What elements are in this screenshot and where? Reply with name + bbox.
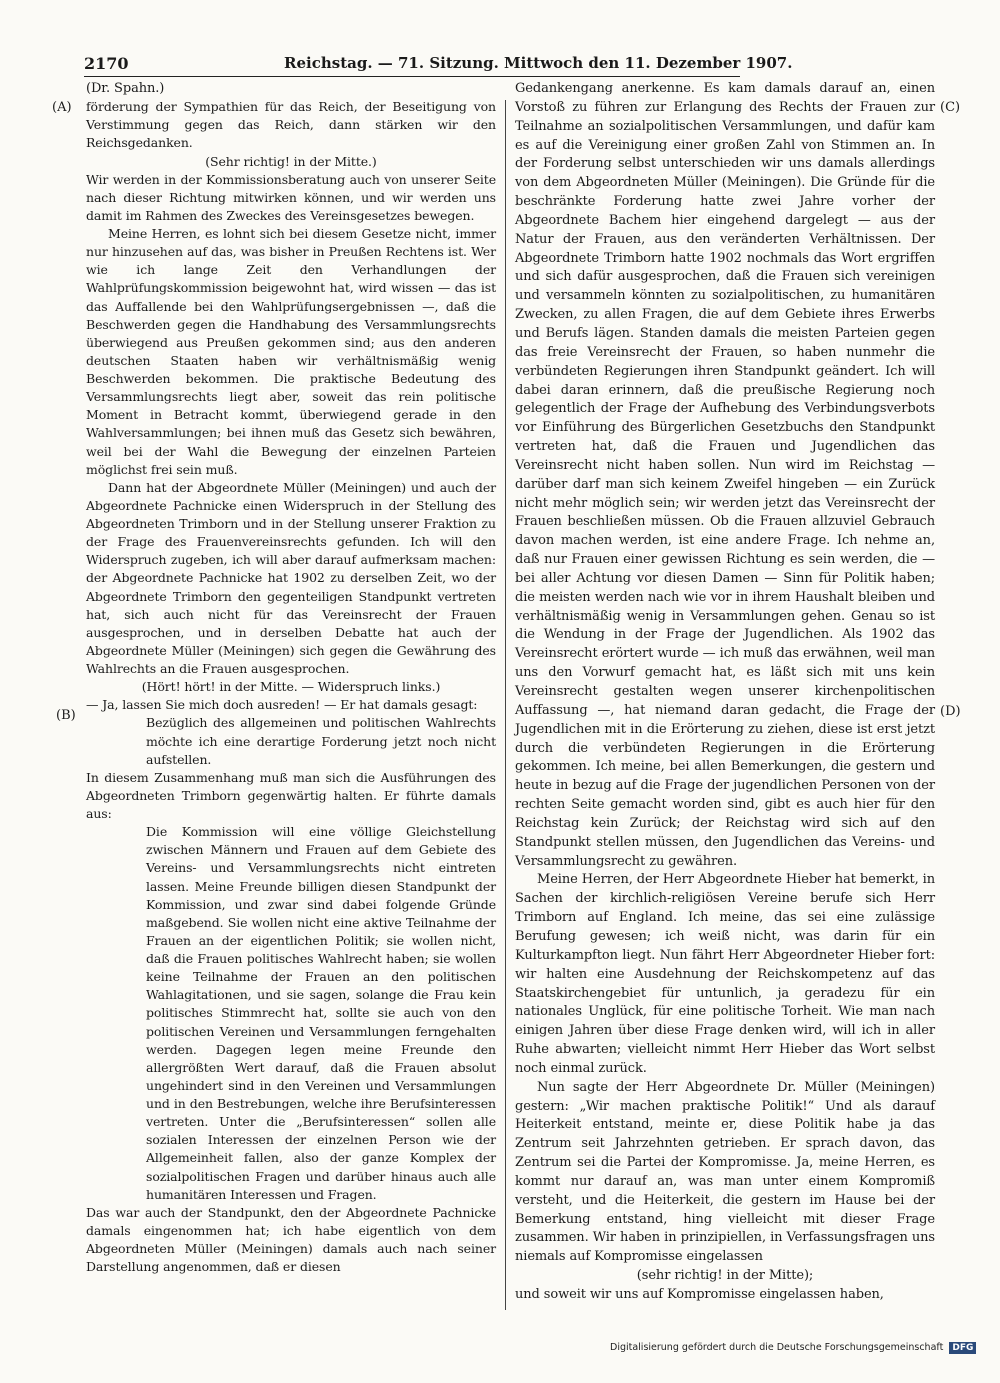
interjection: (Hört! hört! in der Mitte. — Widerspruch links.)	[141, 679, 441, 695]
paragraph: Gedankengang anerkenne. Es kam damals darauf an, einen Vorstoß zu führen zur Erlangung des Rechts der Frauen zur Teilnahme an sozialpolitischen Versammlungen, und dafür kam es auf die Vereinigung einer großen Zahl von Stimmen an. In der Forderung selbst unterschieden wir uns damals allerdings von dem Abgeordneten Müller (Meiningen). Die Gründe für die beschränkte Forderung hatte zwei Jahre vorher der Abgeordnete Bachem hier eingehend dargelegt — aus der Natur der Frauen, aus den veränderten Verhältnissen. Der Abgeordnete Trimborn hatte 1902 nochmals das Wort ergriffen und sich dafür ausgesprochen, daß die Frauen sich vereinigen und versammeln könnten zu sozialpolitischen, zu humanitären Zwecken, zu allen Fragen, die auf dem Gebiete ihres Erwerbs und Berufs lägen. Standen damals die meisten Parteien gegen das freie Vereinsrecht der Frauen, so haben nunmehr die verbündeten Regierungen ihren Standpunkt geändert. Ich will dabei daran erinnern, daß die preußische Regierung noch gelegentlich der Frage der Aufhebung des Verbindungsverbots vor Einführung des Bürgerlichen Gesetzbuchs den Standpunkt vertreten hat, daß die Frauen und Jugendlichen das Vereinsrecht nicht haben sollen. Nun wird im Reichstag — darüber darf man sich keinem Zweifel hingeben — ein Zurück nicht mehr möglich sein; wir werden jetzt das Vereinsrecht der Frauen beschließen müssen. Ob die Frauen allzuviel Gebrauch davon machen werden, ist eine andere Frage. Ich nehme an, daß nur Frauen einer gewissen Richtung es sein werden, die — bei aller Achtung vor diesen Damen — Sinn für Politik haben; die meisten werden nach wie vor in ihrem Haushalt bleiben und verhältnismäßig wenig in Versammlungen gehen. Genau so ist die Wendung in der Frage der Jugendlichen. Als 1902 das Vereinsrecht erörtert wurde — ich muß das erwähnen, weil man uns den Vorwurf gemacht hat, es läßt sich mit uns kein Vereinsrecht gestalten wegen unserer kirchenpolitischen Auffassung —, hat niemand daran gedacht, die Frage der Jugendlichen mit in die Erörterung zu ziehen, diese ist erst jetzt durch die verbündeten Regierungen in die Erörterung gekommen. Ich meine, bei allen Bemerkungen, die gestern und heute in bezug auf die Frage der jugendlichen Personen von der rechten Seite gemacht worden sind, gibt es auch hier für den Reichstag kein Zurück; der Reichstag wird sich auf den Standpunkt stellen müssen, den Jugendlichen das Vereins- und Versammlungsrecht zu gewähren.	[515, 81, 935, 869]
paragraph: förderung der Sympathien für das Reich, der Beseitigung von Verstimmung gegen das Reich, dann stärken wir den Reichsgedanken.	[86, 99, 496, 151]
interjection: (Sehr richtig! in der Mitte.)	[205, 153, 377, 169]
quotation: Bezüglich des allgemeinen und politischen Wahlrechts möchte ich eine derartige Forderung jetzt noch nicht aufstellen.	[146, 715, 496, 767]
margin-mark-b: (B)	[56, 708, 76, 723]
column-divider	[505, 100, 506, 1310]
column-right	[515, 80, 935, 1314]
paragraph: Das war auch der Standpunkt, den der Abgeordnete Pachnicke damals eingenommen hat; ich habe eigentlich von dem Abgeordneten Müller (Meiningen) damals auch nach seiner Darstellung angenommen, daß er diesen	[86, 1204, 496, 1275]
paragraph: Meine Herren, der Herr Abgeordnete Hieber hat bemerkt, in Sachen der kirchlich-religiösen Vereine berufe sich Herr Trimborn auf England. Ich meine, das sei eine zulässige Berufung gewesen; ich weiß nicht, was darin für ein Kulturkampfton liegt. Nun fährt Herr Abgeordneter Hieber fort: wir halten eine Ausdehnung der Reichskompetenz auf das Staatskirchengebiet für untunlich, ja geradezu für ein nationales Unglück, für eine politische Torheit. Wie man nach einigen Jahren über diese Frage denken wird, will ich in aller Ruhe abwarten; vielleicht nimmt Herr Hieber das Wort selbst noch einmal zurück.	[515, 872, 935, 1076]
speaker-label: (Dr. Spahn.)	[86, 81, 165, 96]
page-header	[84, 52, 793, 77]
paragraph: Wir werden in der Kommissionsberatung auch von unserer Seite nach dieser Richtung mitwirken können, und wir werden uns damit im Rahmen des Zweckes des Vereinsgesetzes bewegen.	[86, 171, 496, 223]
margin-mark-a: (A)	[52, 100, 72, 115]
paragraph: und soweit wir uns auf Kompromisse eingelassen haben,	[515, 1287, 884, 1302]
digitization-footer	[610, 1342, 976, 1354]
quotation: Die Kommission will eine völlige Gleichstellung zwischen Männern und Frauen auf dem Gebiete des Vereins- und Versammlungsrechts nicht eintreten lassen. Meine Freunde billigen diesen Standpunkt der Kommission, und zwar sind dabei folgende Gründe maßgebend. Sie wollen nicht eine aktive Teilnahme der Frauen an der eigentlichen Politik; sie wollen nicht, daß die Frauen politisches Wahlrecht haben; sie wollen keine Teilnahme der Frauen an den politischen Wahlagitationen, und sie sagen, solange die Frau kein politisches Stimmrecht hat, sollte sie auch von den politischen Vereinen und Versammlungen ferngehalten werden. Dagegen legen meine Freunde den allergrößten Wert darauf, daß die Frauen absolut ungehindert sind in den Vereinen und Versammlungen und in den Bestrebungen, welche ihre Berufsinteressen vertreten. Unter die „Berufsinteressen“ sollen alle sozialen Interessen der einzelnen Person wie der Allgemeinheit fallen, also der ganze Komplex der sozialpolitischen Fragen und darüber hinaus auch alle humanitären Interessen und Fragen.	[146, 824, 496, 1202]
paragraph: Dann hat der Abgeordnete Müller (Meiningen) und auch der Abgeordnete Pachnicke einen Widerspruch in der Stellung des Abgeordneten Trimborn und in der Stellung unserer Fraktion zu der Frage des Frauenvereinsrechts gefunden. Ich will den Widerspruch zugeben, ich will aber darauf aufmerksam machen: der Abgeordnete Pachnicke hat 1902 zu derselben Zeit, wo der Abgeordnete Trimborn den gegenteiligen Standpunkt vertreten hat, sich auch nicht für das Vereinsrecht der Frauen ausgesprochen, und in derselben Debatte hat auch der Abgeordnete Müller (Meiningen) sich gegen die Gewährung des Wahlrechts an die Frauen ausgesprochen.	[86, 479, 496, 676]
footer-text: Digitalisierung gefördert durch die Deutsche Forschungsgemeinschaft	[610, 1342, 944, 1353]
paragraph: Nun sagte der Herr Abgeordnete Dr. Müller (Meiningen) gestern: „Wir machen praktische Politik!“ Und als darauf Heiterkeit entstand, meinte er, diese Politik habe ja das Zentrum seit Jahrzehnten getrieben. Er sprach davon, das Zentrum sei die Partei der Kompromisse. Ja, meine Herren, es kommt nur darauf an, was man unter einem Kompromiß versteht, und die Heiterkeit, die gestern im Hause bei der Bemerkung entstand, hing vielleicht mit dieser Frage zusammen. Wir haben in prinzipiellen, in Verfassungsfragen uns niemals auf Kompromisse eingelassen	[515, 1079, 935, 1265]
page-number: 2170	[84, 54, 129, 73]
running-title: Reichstag. — 71. Sitzung. Mittwoch den 11. Dezember 1907.	[284, 54, 793, 72]
paragraph: Meine Herren, es lohnt sich bei diesem Gesetze nicht, immer nur hinzusehen auf das, was bisher in Preußen Rechtens ist. Wer wie ich lange Zeit den Verhandlungen der Wahlprüfungskommission beigewohnt hat, wird wissen — das ist das Auffallende bei den Wahlprüfungsergebnissen —, daß die Beschwerden gegen die Handhabung des Versammlungsrechts überwiegend aus Preußen gekommen sind; aus den anderen deutschen Staaten haben wir verhältnismäßig wenig Beschwerden bekommen. Die praktische Bedeutung des Versammlungsrechts liegt aber, soweit das rein politische Moment in Betracht kommt, überwiegend gerade in den Wahlversammlungen; bei ihnen muß das Gesetz sich bewähren, weil bei der Wahl die Bewegung der einzelnen Parteien möglichst frei sein muß.	[86, 226, 496, 477]
paragraph: — Ja, lassen Sie mich doch ausreden! — Er hat damals gesagt:	[86, 697, 478, 713]
interjection: (sehr richtig! in der Mitte);	[636, 1268, 814, 1284]
margin-mark-c: (C)	[940, 100, 961, 115]
column-left	[86, 80, 496, 1314]
margin-mark-d: (D)	[940, 704, 961, 719]
dfg-logo: DFG	[949, 1342, 976, 1354]
paragraph: In diesem Zusammenhang muß man sich die Ausführungen des Abgeordneten Trimborn gegenwärtig halten. Er führte damals aus:	[86, 769, 496, 821]
